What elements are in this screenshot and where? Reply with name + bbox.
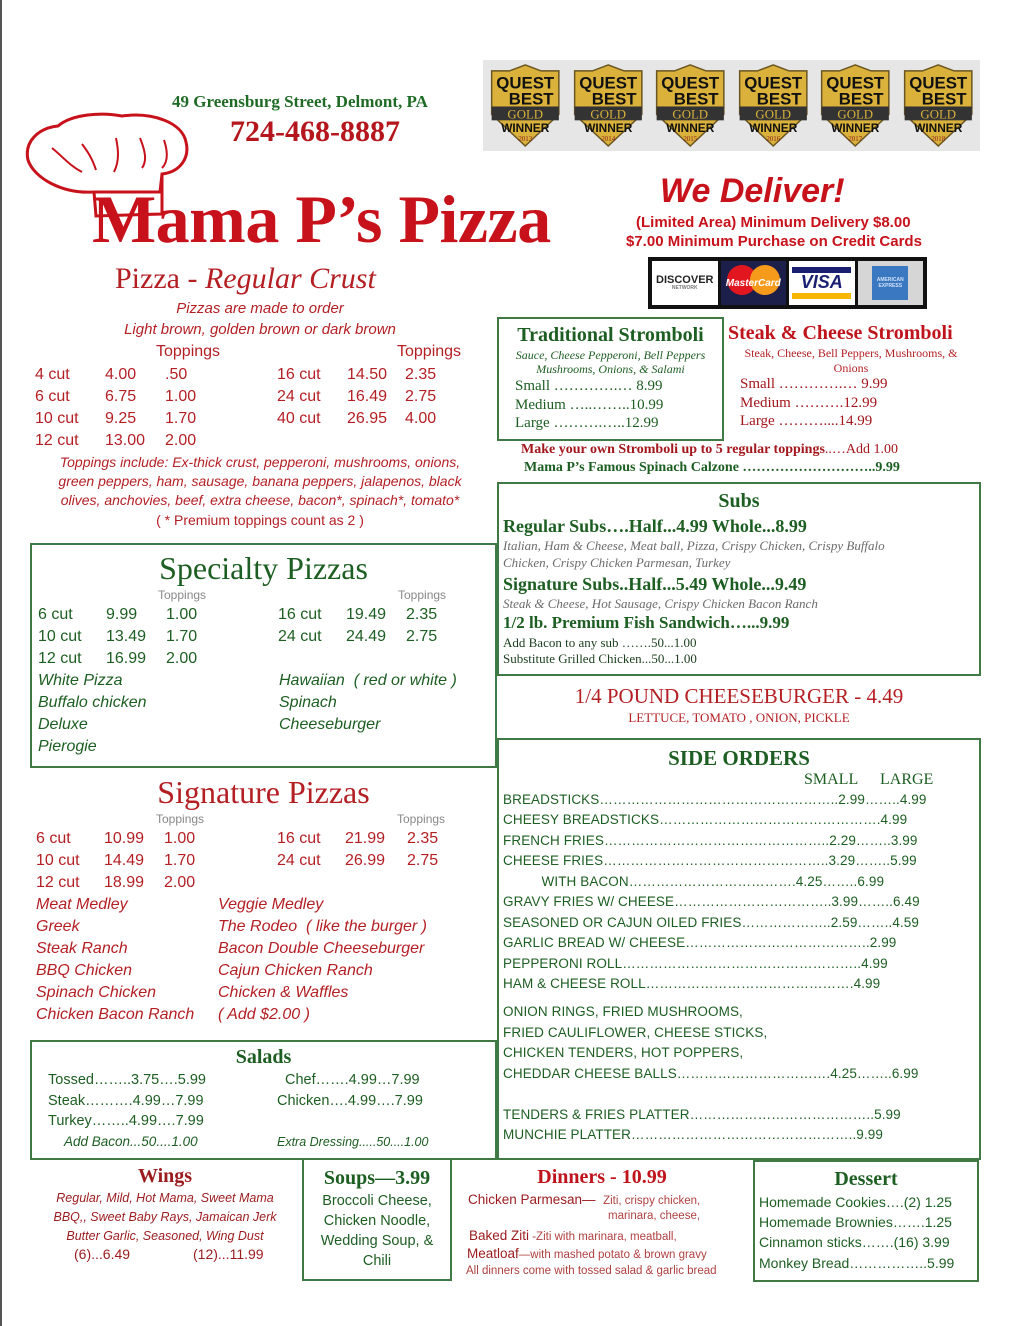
fish-sandwich: 1/2 lb. Premium Fish Sandwich…...9.99 — [503, 613, 790, 632]
svg-text:WINNER: WINNER — [748, 121, 797, 136]
price-row: Large ………....14.99 — [740, 413, 873, 429]
soup-item: Wedding Soup, & — [320, 1233, 434, 1249]
pizza-name: Spinach — [279, 694, 337, 711]
svg-text:BEST: BEST — [838, 89, 884, 109]
dinner-description: marinara, cheese, — [608, 1210, 701, 1222]
svg-text:GOLD: GOLD — [919, 107, 956, 122]
svg-text:2013: 2013 — [518, 136, 533, 144]
award-badge-2018 — [900, 63, 977, 148]
discover-card-icon: DISCOVER NETWORK — [652, 261, 718, 305]
svg-text:GOLD: GOLD — [672, 107, 709, 122]
regular-pizza-heading: Pizza - Regular Crust — [115, 262, 376, 295]
pizza-name: Chicken & Waffles — [218, 984, 349, 1001]
price-row: 16 cut 14.50 2.35 — [277, 366, 437, 383]
toppings-header: Toppings — [398, 588, 447, 602]
award-badge-2013 — [487, 63, 564, 148]
price-row: 6 cut 9.99 1.00 — [38, 606, 198, 623]
wing-flavors: Regular, Mild, Hot Mama, Sweet Mama — [56, 1191, 274, 1205]
steak-stromboli-heading: Steak & Cheese Stromboli — [728, 322, 953, 344]
svg-text:WINNER: WINNER — [501, 121, 550, 136]
pizza-name: Cheeseburger — [279, 716, 381, 733]
wings-12-price: (12)...11.99 — [193, 1246, 264, 1262]
award-badge-2016 — [735, 63, 812, 148]
side-group: CHICKEN TENDERS, HOT POPPERS, — [503, 1045, 744, 1060]
svg-text:GOLD: GOLD — [837, 107, 874, 122]
dinner-meatloaf: Meatloaf—with mashed potato & brown gravy — [467, 1246, 707, 1261]
svg-text:QUEST: QUEST — [496, 73, 555, 93]
svg-text:QUEST: QUEST — [826, 73, 885, 93]
side-item: FRENCH FRIES…………………………………………..2.29……..3.99 — [503, 833, 918, 848]
dessert-heading: Dessert — [834, 1168, 898, 1190]
dinner-baked-ziti: Baked Ziti -Ziti with marinara, meatball, — [469, 1228, 677, 1243]
award-badge-2014 — [570, 63, 647, 148]
price-row: 4 cut 4.00 .50 — [35, 366, 188, 383]
side-item: BREADSTICKS……………………………………………..2.99……..4.99 — [503, 792, 927, 807]
credit-card-minimum: $7.00 Minimum Purchase on Credit Cards — [626, 233, 922, 250]
side-item: SEASONED OR CAJUN OILED FRIES………………..2.59……..4.59 — [503, 915, 919, 930]
signature-subs: Signature Subs..Half...5.49 Whole...9.49 — [503, 574, 807, 594]
price-row: 16 cut 21.99 2.35 — [277, 830, 439, 847]
shield-icon — [570, 63, 647, 148]
made-to-order-note: Pizzas are made to order — [176, 300, 344, 317]
toppings-header: Toppings — [397, 812, 446, 826]
svg-text:2016: 2016 — [765, 136, 780, 144]
price-row: Large ……….…..12.99 — [515, 415, 659, 431]
size-header-large: LARGE — [880, 771, 934, 788]
add-price-note: ( Add $2.00 ) — [218, 1006, 310, 1023]
side-item: GRAVY FRIES W/ CHEESE……………………………..3.99……..6.49 — [503, 894, 920, 909]
stromboli-description: Onions — [833, 361, 869, 375]
price-row: 6 cut 10.99 1.00 — [36, 830, 196, 847]
shield-icon — [487, 63, 564, 148]
spinach-calzone: Mama P’s Famous Spinach Calzone ………………………..9.99 — [524, 460, 900, 475]
pizza-name: Cajun Chicken Ranch — [218, 962, 373, 979]
price-row: 10 cut 14.49 1.70 — [36, 852, 196, 869]
dinner-chicken-parmesan: Chicken Parmesan— Ziti, crispy chicken, — [468, 1192, 701, 1207]
wing-flavors: BBQ,, Sweet Baby Rays, Jamaican Jerk — [53, 1210, 277, 1224]
pizza-name: Buffalo chicken — [38, 694, 147, 711]
pizza-name: Bacon Double Cheeseburger — [218, 940, 425, 957]
side-group: CHEDDAR CHEESE BALLS…………………………….4.25……..6.99 — [503, 1066, 919, 1081]
side-item: GARLIC BREAD W/ CHEESE…………………………………..2.99 — [503, 935, 897, 950]
toppings-header: Toppings — [397, 343, 462, 360]
mastercard-icon: MasterCard — [721, 261, 787, 305]
svg-text:GOLD: GOLD — [589, 107, 626, 122]
price-row: 12 cut 18.99 2.00 — [36, 874, 196, 891]
pizza-name: Greek — [36, 918, 80, 935]
phone-number[interactable]: 724-468-8887 — [230, 115, 400, 148]
price-row: Medium …..……..10.99 — [515, 397, 664, 413]
price-row: 10 cut 9.25 1.70 — [35, 410, 197, 427]
pizza-name: Steak Ranch — [36, 940, 128, 957]
svg-text:2017: 2017 — [848, 136, 863, 144]
signature-pizzas-heading: Signature Pizzas — [157, 774, 370, 810]
pizza-name: BBQ Chicken — [36, 962, 133, 979]
crust-options-note: Light brown, golden brown or dark brown — [124, 321, 396, 338]
soups-heading: Soups—3.99 — [323, 1167, 431, 1189]
pizza-name: White Pizza — [38, 672, 123, 689]
soup-item: Chicken Noodle, — [323, 1213, 431, 1229]
salad-item: Tossed……..3.75….5.99 — [48, 1072, 206, 1088]
toppings-header: Toppings — [156, 812, 205, 826]
award-badges — [483, 60, 980, 151]
specialty-pizzas-heading: Specialty Pizzas — [159, 550, 368, 586]
extra-dressing: Extra Dressing.....50....1.00 — [277, 1135, 429, 1149]
toppings-list: green peppers, ham, sausage, banana peppers, jalapenos, black — [58, 473, 462, 489]
salads-heading: Salads — [235, 1046, 292, 1068]
cheeseburger-toppings: LETTUCE, TOMATO , ONION, PICKLE — [628, 710, 850, 725]
side-item: CHEESE FRIES…………………………………………..3.29……..5.99 — [503, 853, 917, 868]
shield-icon — [900, 63, 977, 148]
price-row: 24 cut 16.49 2.75 — [277, 388, 437, 405]
svg-text:BEST: BEST — [756, 89, 802, 109]
shield-icon — [817, 63, 894, 148]
stromboli-description: Sauce, Cheese Pepperoni, Bell Peppers — [515, 348, 706, 362]
price-row: Small ………….… 8.99 — [515, 378, 663, 394]
add-bacon-sub: Add Bacon to any sub …….50...1.00 — [503, 635, 697, 650]
price-row: 24 cut 24.49 2.75 — [278, 628, 438, 645]
platter-item: TENDERS & FRIES PLATTER…………………………………..5.99 — [503, 1107, 901, 1122]
price-row: 24 cut 26.99 2.75 — [277, 852, 439, 869]
side-item: HAM & CHEESE ROLL……………………………………….4.99 — [503, 976, 881, 991]
pizza-name: Veggie Medley — [218, 896, 324, 913]
toppings-list: olives, anchovies, beef, extra cheese, bacon*, spinach*, tomato* — [60, 492, 460, 508]
svg-text:BEST: BEST — [508, 89, 554, 109]
size-header-small: SMALL — [804, 771, 859, 788]
dessert-item: Homemade Brownies…….1.25 — [759, 1214, 952, 1230]
side-item: CHEESY BREADSTICKS………………………………………….4.99 — [503, 812, 908, 827]
svg-text:WINNER: WINNER — [666, 121, 715, 136]
add-bacon-salad: Add Bacon...50....1.00 — [64, 1134, 198, 1149]
dinners-note: All dinners come with tossed salad & garlic bread — [466, 1265, 717, 1277]
toppings-header: Toppings — [158, 588, 207, 602]
subs-heading: Subs — [718, 490, 760, 512]
dinners-heading: Dinners - 10.99 — [537, 1166, 667, 1188]
pizza-name: Deluxe — [38, 716, 88, 733]
regular-subs-list: Italian, Ham & Cheese, Meat ball, Pizza, Crispy Chicken, Crispy Buffalo — [503, 538, 885, 553]
wings-6-price: (6)...6.49 — [74, 1246, 131, 1262]
platter-item: MUNCHIE PLATTER…………………………………………..9.99 — [503, 1127, 883, 1142]
price-row: 40 cut 26.95 4.00 — [277, 410, 437, 427]
price-row: 10 cut 13.49 1.70 — [38, 628, 198, 645]
brand-title: Mama P’s Pizza — [92, 181, 551, 257]
svg-text:GOLD: GOLD — [754, 107, 791, 122]
side-orders-heading: SIDE ORDERS — [668, 746, 810, 770]
toppings-list: Toppings include: Ex-thick crust, pepperoni, mushrooms, onions, — [59, 454, 461, 470]
page-edge — [0, 0, 2, 1326]
signature-subs-list: Steak & Cheese, Hot Sausage, Crispy Chicken Bacon Ranch — [503, 596, 818, 611]
svg-text:QUEST: QUEST — [661, 73, 720, 93]
award-badge-2017 — [817, 63, 894, 148]
dessert-item: Cinnamon sticks…….(16) 3.99 — [759, 1234, 950, 1250]
price-row: 12 cut 16.99 2.00 — [38, 650, 198, 667]
stromboli-description: Mushrooms, Onions, & Salami — [536, 362, 685, 376]
regular-subs: Regular Subs….Half...4.99 Whole...8.99 — [503, 516, 807, 536]
pizza-name: Hawaiian ( red or white ) — [279, 672, 457, 689]
salad-item: Steak……….4.99…7.99 — [48, 1093, 204, 1109]
dessert-item: Monkey Bread……………..5.99 — [759, 1255, 955, 1271]
pizza-name: Spinach Chicken — [36, 984, 157, 1001]
salad-item: Chef…….4.99…7.99 — [285, 1072, 420, 1088]
svg-text:BEST: BEST — [673, 89, 719, 109]
stromboli-description: Steak, Cheese, Bell Peppers, Mushrooms, & — [744, 346, 958, 360]
svg-text:QUEST: QUEST — [908, 73, 967, 93]
pizza-name: The Rodeo ( like the burger ) — [218, 918, 427, 935]
svg-text:WINNER: WINNER — [831, 121, 880, 136]
price-row: Medium ……….12.99 — [740, 395, 878, 411]
traditional-stromboli-heading: Traditional Stromboli — [517, 324, 704, 346]
side-group: FRIED CAULIFLOWER, CHEESE STICKS, — [503, 1025, 768, 1040]
substitute-chicken: Substitute Grilled Chicken...50...1.00 — [503, 651, 697, 666]
pizza-name: Pierogie — [38, 738, 97, 755]
side-item: PEPPERONI ROLL……………………………………………..4.99 — [503, 956, 888, 971]
soup-item: Chili — [362, 1253, 392, 1269]
award-badge-2015 — [652, 63, 729, 148]
svg-text:2018: 2018 — [930, 136, 945, 144]
amex-card-icon: AMERICAN EXPRESS — [858, 261, 924, 305]
svg-text:2015: 2015 — [683, 136, 698, 144]
price-row: Small ………….… 9.99 — [740, 376, 888, 392]
price-row: 6 cut 6.75 1.00 — [35, 388, 197, 405]
delivery-minimum: (Limited Area) Minimum Delivery $8.00 — [636, 214, 911, 231]
shield-icon — [735, 63, 812, 148]
svg-text:WINNER: WINNER — [913, 121, 962, 136]
side-item: WITH BACON……………………………….4.25……..6.99 — [503, 874, 885, 889]
premium-toppings-note: ( * Premium toppings count as 2 ) — [156, 512, 364, 528]
cheeseburger-heading: 1/4 POUND CHEESEBURGER - 4.49 — [574, 684, 904, 708]
side-group: ONION RINGS, FRIED MUSHROOMS, — [503, 1004, 743, 1019]
toppings-header: Toppings — [156, 343, 221, 360]
soup-item: Broccoli Cheese, — [322, 1193, 432, 1209]
shield-icon — [652, 63, 729, 148]
svg-text:WINNER: WINNER — [583, 121, 632, 136]
make-own-stromboli: Make your own Stromboli up to 5 regular toppings..…Add 1.00 — [521, 442, 899, 457]
accepted-cards — [648, 257, 927, 309]
salad-item: Chicken….4.99….7.99 — [277, 1093, 423, 1109]
svg-text:QUEST: QUEST — [578, 73, 637, 93]
svg-text:BEST: BEST — [591, 89, 637, 109]
visa-card-icon: VISA — [789, 261, 855, 305]
regular-subs-list: Chicken, Crispy Chicken Parmesan, Turkey — [503, 555, 731, 570]
wing-flavors: Butter Garlic, Seasoned, Wing Dust — [66, 1229, 264, 1243]
salad-item: Turkey……..4.99….7.99 — [48, 1113, 204, 1129]
svg-text:GOLD: GOLD — [507, 107, 544, 122]
we-deliver-heading: We Deliver! — [660, 172, 845, 210]
price-row: 16 cut 19.49 2.35 — [278, 606, 438, 623]
dessert-item: Homemade Cookies….(2) 1.25 — [759, 1194, 952, 1210]
pizza-name: Chicken Bacon Ranch — [36, 1006, 195, 1023]
price-row: 12 cut 13.00 2.00 — [35, 432, 197, 449]
svg-text:BEST: BEST — [921, 89, 967, 109]
svg-text:QUEST: QUEST — [743, 73, 802, 93]
wings-heading: Wings — [137, 1165, 193, 1187]
svg-text:2014: 2014 — [600, 136, 615, 144]
address: 49 Greensburg Street, Delmont, PA — [172, 92, 428, 111]
pizza-name: Meat Medley — [36, 896, 128, 913]
